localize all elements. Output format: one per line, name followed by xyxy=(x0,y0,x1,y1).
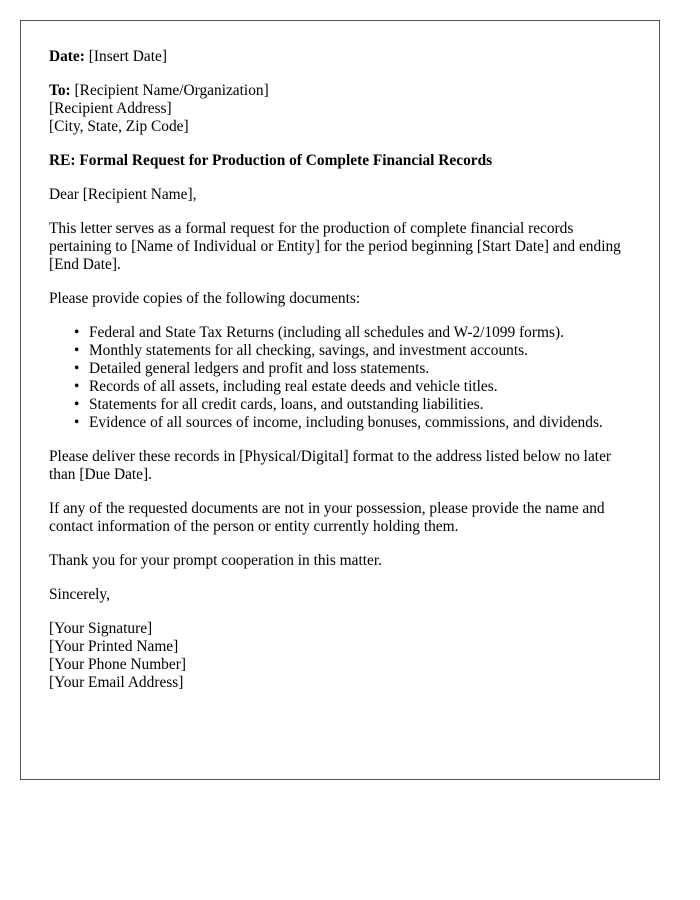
bullet-icon: • xyxy=(74,396,80,413)
possession-paragraph: If any of the requested documents are not in your possession, please provide the name and contact information of the person or entity currently holding them. xyxy=(49,500,605,535)
delivery-paragraph: Please deliver these records in [Physical/Digital] format to the address listed below no later than [Due Date]. xyxy=(49,448,612,483)
document-item-text: Evidence of all sources of income, including bonuses, commissions, and dividends. xyxy=(89,414,603,431)
list-intro-paragraph: Please provide copies of the following documents: xyxy=(49,290,361,307)
bullet-icon: • xyxy=(74,324,80,341)
document-item-text: Detailed general ledgers and profit and loss statements. xyxy=(89,360,430,377)
date-line xyxy=(49,48,631,66)
list-item xyxy=(74,378,631,396)
recipient-name-line xyxy=(49,82,631,100)
document-item-text: Monthly statements for all checking, savings, and investment accounts. xyxy=(89,342,528,359)
bullet-icon: • xyxy=(74,360,80,377)
intro-paragraph: This letter serves as a formal request for the production of complete financial records pertaining to [Name of Individual or Entity] for the period beginning [Start Date] and ending [End Date]. xyxy=(49,220,621,273)
bullet-icon: • xyxy=(74,414,80,431)
document-item-text: Federal and State Tax Returns (including all schedules and W-2/1099 forms). xyxy=(89,324,564,341)
recipient-address: [Recipient Address] xyxy=(49,100,172,117)
recipient-city-state-zip: [City, State, Zip Code] xyxy=(49,118,189,135)
date-value: [Insert Date] xyxy=(88,48,167,65)
document-item-text: Statements for all credit cards, loans, and outstanding liabilities. xyxy=(89,396,484,413)
letter-page xyxy=(20,20,660,780)
signature-placeholder: [Your Signature] xyxy=(49,620,153,637)
bullet-icon: • xyxy=(74,378,80,395)
recipient-name: [Recipient Name/Organization] xyxy=(74,82,269,99)
printed-name: [Your Printed Name] xyxy=(49,638,179,655)
document-item-text: Records of all assets, including real estate deeds and vehicle titles. xyxy=(89,378,498,395)
date-label: Date: xyxy=(49,48,85,65)
subject-line: RE: Formal Request for Production of Complete Financial Records xyxy=(49,152,493,169)
closing: Sincerely, xyxy=(49,586,110,603)
list-item xyxy=(74,324,631,342)
signature-block xyxy=(49,620,631,692)
bullet-icon: • xyxy=(74,342,80,359)
list-item xyxy=(74,360,631,378)
list-item xyxy=(74,342,631,360)
phone-number: [Your Phone Number] xyxy=(49,656,186,673)
list-item xyxy=(74,414,631,432)
recipient-block xyxy=(49,82,631,136)
list-item xyxy=(74,396,631,414)
salutation: Dear [Recipient Name], xyxy=(49,186,197,203)
documents-list xyxy=(49,324,631,432)
recipient-label: To: xyxy=(49,82,71,99)
email-address: [Your Email Address] xyxy=(49,674,184,691)
thanks-paragraph: Thank you for your prompt cooperation in this matter. xyxy=(49,552,382,569)
